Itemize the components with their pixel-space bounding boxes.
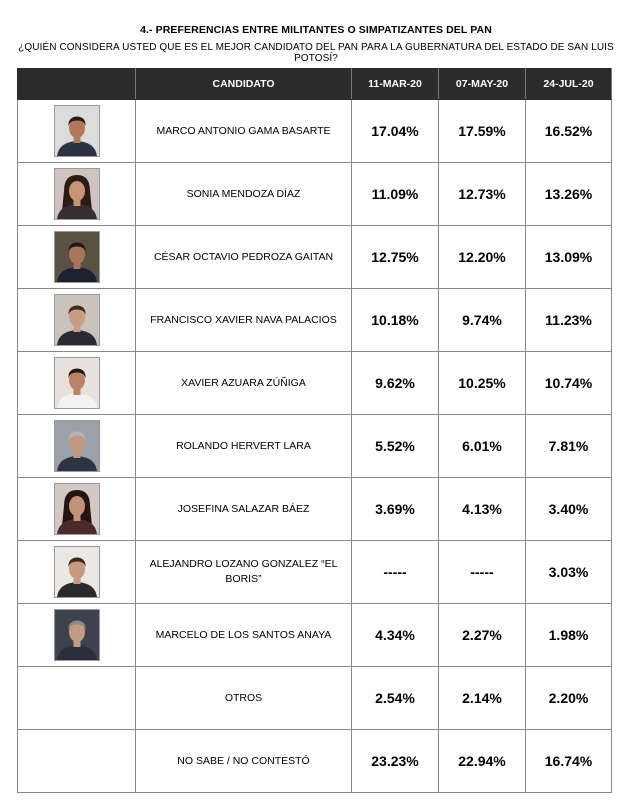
photo-cell xyxy=(18,352,136,415)
table-row xyxy=(18,352,612,415)
candidate-photo xyxy=(54,357,100,409)
photo-cell xyxy=(18,163,136,226)
value-date-2: 12.20% xyxy=(439,226,526,289)
candidate-name: OTROS xyxy=(136,667,352,730)
table-row xyxy=(18,100,612,163)
photo-cell xyxy=(18,730,136,793)
value-date-1: 9.62% xyxy=(352,352,439,415)
candidate-name: XAVIER AZUARA ZÚÑIGA xyxy=(136,352,352,415)
candidate-photo xyxy=(54,483,100,535)
table-row xyxy=(18,730,612,793)
table-row xyxy=(18,226,612,289)
table-row xyxy=(18,604,612,667)
value-date-2: 10.25% xyxy=(439,352,526,415)
header-date-3: 24-JUL-20 xyxy=(526,69,612,100)
candidate-name: FRANCISCO XAVIER NAVA PALACIOS xyxy=(136,289,352,352)
candidate-photo xyxy=(54,546,100,598)
table-row xyxy=(18,667,612,730)
candidate-photo xyxy=(54,609,100,661)
header-date-1: 11-MAR-20 xyxy=(352,69,439,100)
value-date-3: 11.23% xyxy=(526,289,612,352)
table-header xyxy=(18,69,612,100)
value-date-2: 9.74% xyxy=(439,289,526,352)
candidate-photo xyxy=(54,294,100,346)
candidate-photo xyxy=(54,168,100,220)
value-date-2: 6.01% xyxy=(439,415,526,478)
value-date-3: 3.03% xyxy=(526,541,612,604)
candidate-name: ROLANDO HERVERT LARA xyxy=(136,415,352,478)
value-date-3: 2.20% xyxy=(526,667,612,730)
candidate-name: CÉSAR OCTAVIO PEDROZA GAITAN xyxy=(136,226,352,289)
value-date-1: 2.54% xyxy=(352,667,439,730)
photo-cell xyxy=(18,667,136,730)
value-date-1: 3.69% xyxy=(352,478,439,541)
candidate-name: MARCELO DE LOS SANTOS ANAYA xyxy=(136,604,352,667)
value-date-3: 13.09% xyxy=(526,226,612,289)
photo-cell xyxy=(18,289,136,352)
page-title: 4.- PREFERENCIAS ENTRE MILITANTES O SIMPATIZANTES DEL PAN xyxy=(140,24,492,36)
value-date-2: 17.59% xyxy=(439,100,526,163)
candidate-photo xyxy=(54,231,100,283)
table-row xyxy=(18,478,612,541)
value-date-2: 22.94% xyxy=(439,730,526,793)
page-subtitle: ¿QUIÉN CONSIDERA USTED QUE ES EL MEJOR CANDIDATO DEL PAN PARA LA GUBERNATURA DEL ESTADO DE SAN LUIS POTOSÍ? xyxy=(18,42,614,64)
value-date-3: 13.26% xyxy=(526,163,612,226)
candidate-photo xyxy=(54,105,100,157)
candidate-name: JOSEFINA SALAZAR BÁEZ xyxy=(136,478,352,541)
value-date-2: 2.14% xyxy=(439,667,526,730)
value-date-3: 3.40% xyxy=(526,478,612,541)
candidate-name: SONIA MENDOZA DÍAZ xyxy=(136,163,352,226)
table-row xyxy=(18,541,612,604)
header-photo xyxy=(18,69,136,100)
value-date-3: 16.52% xyxy=(526,100,612,163)
value-date-2: 4.13% xyxy=(439,478,526,541)
photo-cell xyxy=(18,415,136,478)
value-date-3: 16.74% xyxy=(526,730,612,793)
photo-cell xyxy=(18,541,136,604)
candidate-name: ALEJANDRO LOZANO GONZALEZ “EL BORIS” xyxy=(136,541,352,604)
value-date-3: 10.74% xyxy=(526,352,612,415)
candidate-name: MARCO ANTONIO GAMA BASARTE xyxy=(136,100,352,163)
photo-cell xyxy=(18,100,136,163)
preferences-table xyxy=(17,68,612,793)
value-date-1: 12.75% xyxy=(352,226,439,289)
value-date-2: ----- xyxy=(439,541,526,604)
value-date-1: 11.09% xyxy=(352,163,439,226)
table-row xyxy=(18,163,612,226)
photo-cell xyxy=(18,478,136,541)
value-date-1: 17.04% xyxy=(352,100,439,163)
header-candidate: CANDIDATO xyxy=(136,69,352,100)
photo-cell xyxy=(18,604,136,667)
header-date-2: 07-MAY-20 xyxy=(439,69,526,100)
photo-cell xyxy=(18,226,136,289)
value-date-1: ----- xyxy=(352,541,439,604)
value-date-2: 12.73% xyxy=(439,163,526,226)
value-date-3: 7.81% xyxy=(526,415,612,478)
value-date-1: 23.23% xyxy=(352,730,439,793)
table-body xyxy=(18,100,612,793)
value-date-1: 5.52% xyxy=(352,415,439,478)
candidate-photo xyxy=(54,420,100,472)
value-date-1: 10.18% xyxy=(352,289,439,352)
candidate-name: NO SABE / NO CONTESTÓ xyxy=(136,730,352,793)
table-row xyxy=(18,289,612,352)
table-row xyxy=(18,415,612,478)
value-date-2: 2.27% xyxy=(439,604,526,667)
value-date-3: 1.98% xyxy=(526,604,612,667)
value-date-1: 4.34% xyxy=(352,604,439,667)
